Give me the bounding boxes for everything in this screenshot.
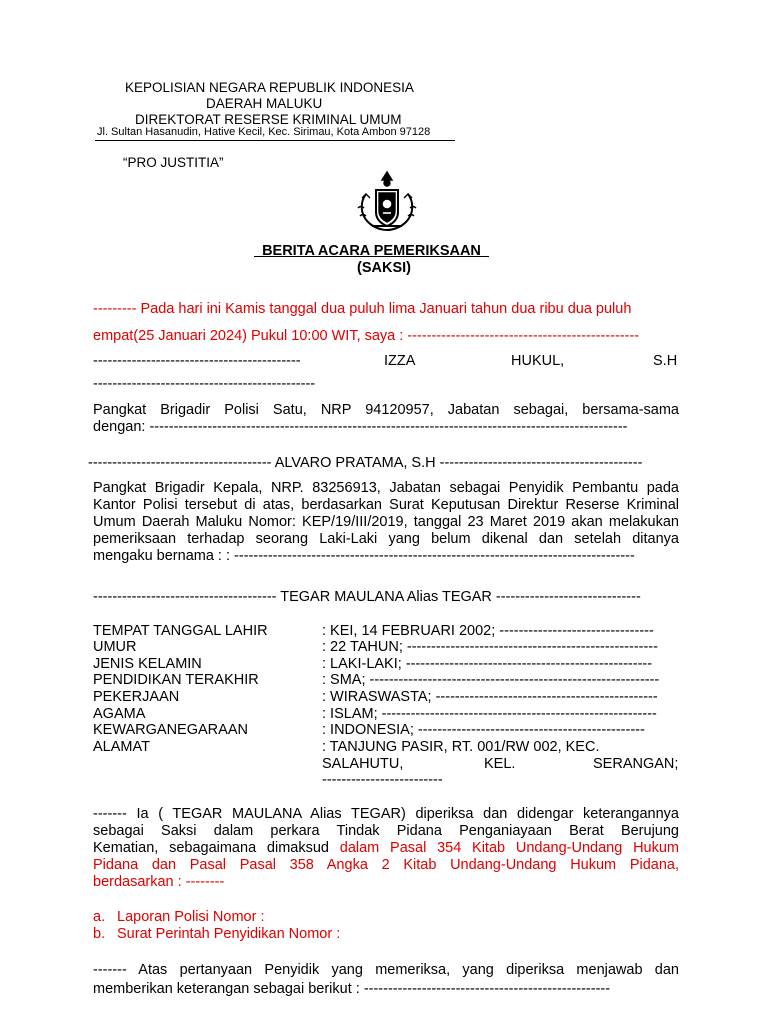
rank2-line-2: Kantor Polisi tersebut di atas, berdasarkan Surat Keputusan Direktur Reserse Kriminal: [93, 497, 679, 513]
identity-value: : WIRASWASTA; ----------------------------------------------: [322, 689, 658, 705]
rank1-line-2: dengan: ---------------------------------------------------------------------------------------------------: [93, 419, 628, 435]
basis-item-text: Surat Perintah Penyidikan Nomor :: [117, 926, 341, 942]
rank-paragraph-2: [93, 480, 679, 565]
header-line-1: KEPOLISIAN NEGARA REPUBLIK INDONESIA: [125, 80, 414, 95]
document-subtitle: (SAKSI): [357, 260, 411, 276]
basis-item-marker: a.: [93, 909, 106, 925]
second-officer-line: -------------------------------------- ALVARO PRATAMA, S.H ------------------------------------------: [88, 455, 643, 471]
rank2-line-4: pemeriksaan terhadap seorang Laki-Laki yang belum dikenal dan setelah ditanya: [93, 531, 679, 547]
basis-item-text: Laporan Polisi Nomor :: [117, 909, 265, 925]
identity-label: PENDIDIKAN TERAKHIR: [93, 672, 259, 688]
identity-label: JENIS KELAMIN: [93, 656, 202, 672]
statement-line-3-red: dalam Pasal 354 Kitab Undang-Undang Hukum: [339, 840, 679, 856]
identity-value: : SMA; ------------------------------------------------------------: [322, 672, 660, 688]
header-line-3: DIREKTORAT RESERSE KRIMINAL UMUM: [135, 112, 402, 127]
header-address: Jl. Sultan Hasanudin, Hative Kecil, Kec. Sirimau, Kota Ambon 97128: [97, 126, 431, 138]
identity-label: KEWARGANEGARAAN: [93, 722, 248, 738]
pro-justitia: “PRO JUSTITIA”: [123, 155, 224, 170]
identity-value: : 22 TAHUN; ----------------------------------------------------: [322, 639, 658, 655]
rank-paragraph-1: [93, 402, 679, 436]
investigator-name-first: IZZA: [384, 353, 416, 369]
address-word-3: SERANGAN;: [593, 756, 679, 772]
identity-label: ALAMAT: [93, 739, 150, 755]
identity-value: : ISLAM; ---------------------------------------------------------: [322, 706, 657, 722]
statement-line-4: Pidana dan Pasal Pasal 358 Angka 2 Kitab Undang-Undang Hukum Pidana,: [93, 857, 679, 873]
rank2-line-1: Pangkat Brigadir Kepala, NRP. 83256913, Jabatan sebagai Penyidik Pembantu pada: [93, 480, 679, 496]
rank2-line-3: Umum Daerah Maluku Nomor: KEP/19/III/2019, tanggal 23 Maret 2019 akan melakukan: [93, 514, 679, 530]
header-divider: [95, 140, 455, 141]
identity-label: PEKERJAAN: [93, 689, 180, 705]
investigator-title: S.H: [653, 353, 678, 369]
basis-item-marker: b.: [93, 926, 106, 942]
identity-value: : KEI, 14 FEBRUARI 2002; --------------------------------: [322, 623, 654, 639]
identity-label: TEMPAT TANGGAL LAHIR: [93, 623, 268, 639]
rank2-line-5: mengaku bernama : : -----------------------------------------------------------------------------------: [93, 548, 635, 564]
identity-label: AGAMA: [93, 706, 146, 722]
investigator-dashes-below: ----------------------------------------------: [93, 376, 316, 392]
witness-name-line: -------------------------------------- TEGAR MAULANA Alias TEGAR ------------------------------: [93, 589, 641, 605]
identity-label: UMUR: [93, 639, 137, 655]
closing-line-1: ------- Atas pertanyaan Penyidik yang memeriksa, yang diperiksa menjawab dan: [93, 962, 679, 978]
address-dashes: -------------------------: [322, 772, 443, 788]
address-word-2: KEL.: [484, 756, 516, 772]
statement-line-1: ------- Ia ( TEGAR MAULANA Alias TEGAR) diperiksa dan didengar keterangannya: [93, 806, 679, 822]
address-word-1: SALAHUTU,: [322, 756, 404, 772]
statement-line-5: berdasarkan : --------: [93, 874, 225, 890]
statement-paragraph: [93, 806, 679, 891]
investigator-dashes-left: -------------------------------------------: [93, 353, 301, 369]
opening-line-2: empat(25 Januari 2024) Pukul 10:00 WIT, saya : ------------------------------------------------: [93, 328, 640, 344]
statement-line-2: sebagai Saksi dalam perkara Tindak Pidana Penganiayaan Berat Berujung: [93, 823, 679, 839]
statement-line-3-black: Kematian, sebagaimana dimaksud: [93, 840, 340, 856]
rank1-line-1: Pangkat Brigadir Polisi Satu, NRP 94120957, Jabatan sebagai, bersama-sama: [93, 402, 679, 418]
investigator-name-last: HUKUL,: [511, 353, 565, 369]
police-emblem-icon: [352, 168, 422, 234]
closing-line-2: memberikan keterangan sebagai berikut : ---------------------------------------------------: [93, 981, 611, 997]
identity-value: : INDONESIA; -----------------------------------------------: [322, 722, 645, 738]
opening-line-1: --------- Pada hari ini Kamis tanggal dua puluh lima Januari tahun dua ribu dua puluh: [93, 301, 632, 317]
document-title: BERITA ACARA PEMERIKSAAN: [262, 243, 481, 259]
statement-line-3: [93, 840, 679, 857]
header-line-2: DAERAH MALUKU: [206, 96, 323, 111]
identity-value: : LAKI-LAKI; ---------------------------------------------------: [322, 656, 653, 672]
closing-paragraph: [93, 962, 679, 998]
identity-value: : TANJUNG PASIR, RT. 001/RW 002, KEC.: [322, 739, 600, 755]
